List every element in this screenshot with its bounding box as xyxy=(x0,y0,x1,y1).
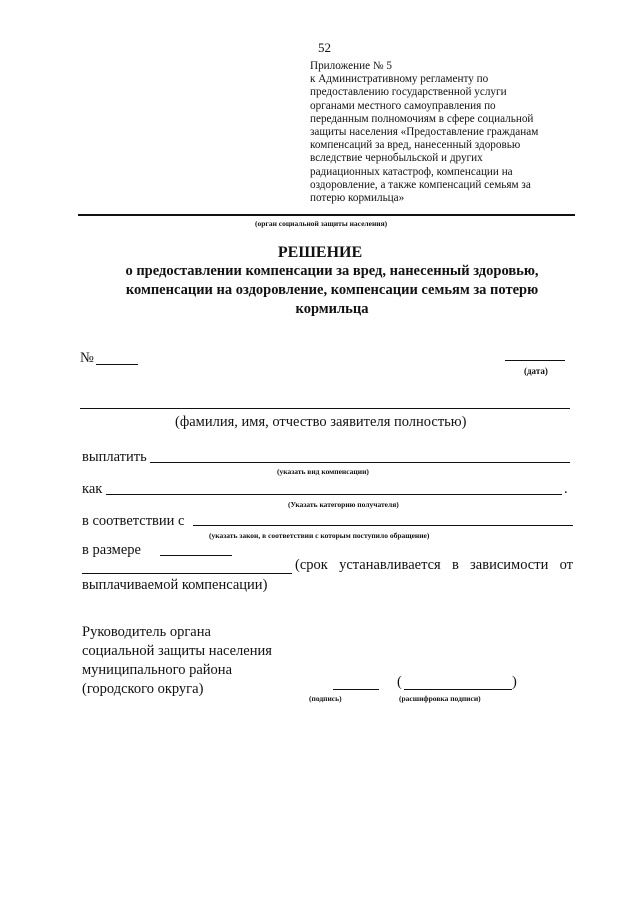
appendix-line: защиты населения «Предоставление гражданам xyxy=(310,126,539,139)
head-line: (городского округа) xyxy=(82,681,204,697)
as-caption: (Указать категорию получателя) xyxy=(288,500,399,509)
appendix-line: органами местного самоуправления по xyxy=(310,99,496,112)
date-caption: (дата) xyxy=(524,366,548,376)
decode-paren-open: ( xyxy=(397,674,402,690)
appendix-line: переданным полномочиям в сфере социальной xyxy=(310,112,534,125)
subtitle-line: кормильца xyxy=(295,301,369,317)
head-line: муниципального района xyxy=(82,662,232,678)
accordance-field[interactable] xyxy=(193,525,573,526)
term-text-2: выплачиваемой компенсации) xyxy=(82,577,268,593)
pay-label: выплатить xyxy=(82,449,147,465)
accordance-caption: (указать закон, в соответствии с которым поступило обращение) xyxy=(209,531,430,540)
term-text: (срок устанавливается в зависимости от xyxy=(295,557,573,573)
appendix-line: компенсаций за вред, нанесенный здоровью xyxy=(310,139,521,152)
as-field[interactable] xyxy=(106,494,562,495)
appendix-line: радиационных катастроф, компенсации на xyxy=(310,165,513,178)
subtitle-line: компенсации на оздоровление, компенсации семьям за потерю xyxy=(125,282,539,298)
date-field[interactable] xyxy=(505,360,565,361)
term-field[interactable] xyxy=(82,573,292,574)
sign-field[interactable] xyxy=(333,689,379,690)
subtitle-line: о предоставлении компенсации за вред, нанесенный здоровью, xyxy=(125,263,539,279)
as-end: . xyxy=(564,481,568,497)
decode-caption: (расшифровка подписи) xyxy=(399,694,481,703)
document-subtitle xyxy=(92,262,572,319)
head-block xyxy=(82,623,272,699)
as-label: как xyxy=(82,481,103,497)
decode-field[interactable] xyxy=(404,689,512,690)
pay-field[interactable] xyxy=(150,462,570,463)
sign-caption: (подпись) xyxy=(309,694,342,703)
appendix-block xyxy=(310,60,580,205)
fio-field[interactable] xyxy=(80,408,570,409)
organ-line xyxy=(78,214,575,216)
appendix-line: вследствие чернобыльской и других xyxy=(310,152,483,165)
organ-caption: (орган социальной защиты населения) xyxy=(255,219,388,228)
head-line: Руководитель органа xyxy=(82,624,211,640)
fio-caption: (фамилия, имя, отчество заявителя полностью) xyxy=(175,414,467,430)
pay-caption: (указать вид компенсации) xyxy=(277,467,369,476)
amount-label: в размере xyxy=(82,542,141,558)
appendix-line: Приложение № 5 xyxy=(310,60,392,72)
appendix-line: к Административному регламенту по xyxy=(310,73,489,86)
page-number: 52 xyxy=(318,40,331,55)
number-label: № xyxy=(80,350,94,366)
document-title: РЕШЕНИЕ xyxy=(277,244,363,261)
appendix-line: оздоровление, а также компенсаций семьям за xyxy=(310,178,531,191)
appendix-line: предоставлению государственной услуги xyxy=(310,86,507,99)
amount-field[interactable] xyxy=(160,555,232,556)
accordance-label: в соответствии с xyxy=(82,513,185,529)
head-line: социальной защиты населения xyxy=(82,643,272,659)
decode-paren-close: ) xyxy=(512,674,517,690)
number-field[interactable] xyxy=(96,364,138,365)
appendix-line: потерю кормильца» xyxy=(310,192,405,205)
